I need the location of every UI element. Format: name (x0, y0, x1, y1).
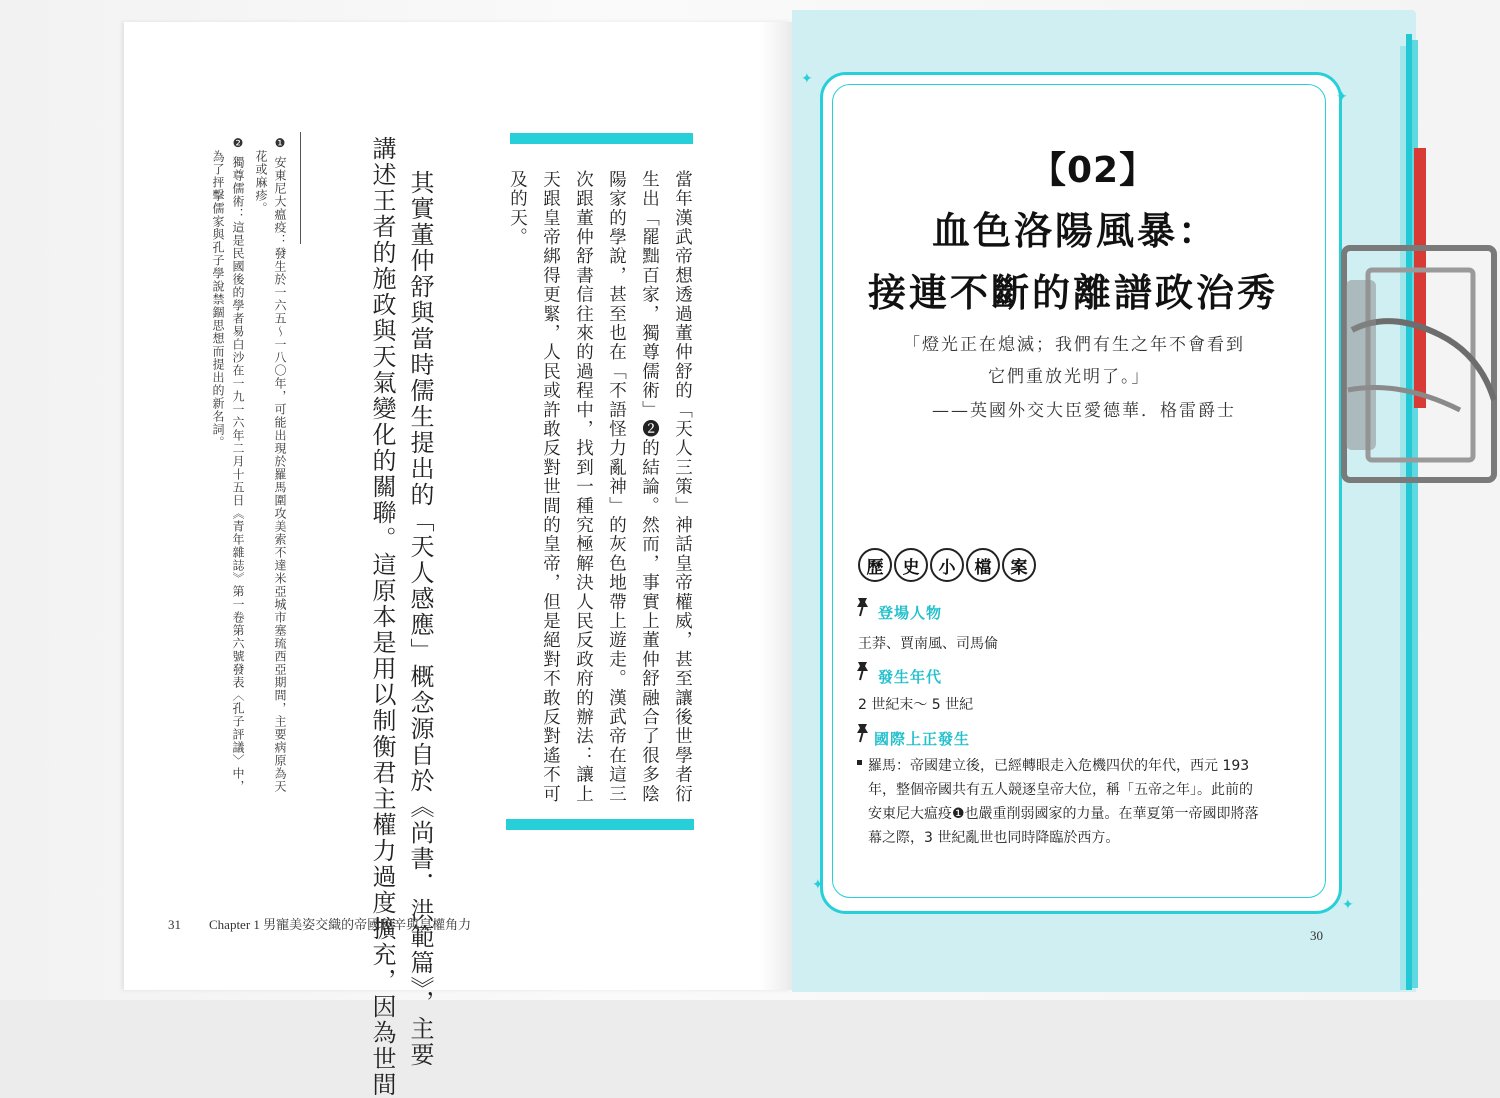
box-column-4: 次跟董仲舒書信往來的過程中，找到一種究極解決人民反政府的辦法：讓上 (573, 170, 594, 804)
section-heading-characters: 登場人物 (878, 604, 943, 622)
footnote-2-line-2: 為了抨擊儒家與孔子學說禁錮思想而提出的新名詞。 (211, 150, 225, 449)
history-label-char: 檔 (966, 548, 1000, 582)
section-heading-world: 國際上正發生 (874, 730, 971, 748)
pushpin-icon (852, 596, 874, 618)
epigraph-line-2: 它們重放光明了。」 (988, 367, 1151, 387)
box-top-bar (510, 133, 693, 144)
world-paragraph-line: 幕之際，3 世紀亂世也同時降臨於西方。 (868, 830, 1120, 846)
binder-clip-icon (1330, 240, 1500, 490)
pushpin-icon (852, 660, 874, 682)
section-text-characters: 王莽、賈南風、司馬倫 (858, 636, 998, 652)
box-bottom-bar (506, 819, 694, 830)
world-paragraph-line: 羅馬：帝國建立後，已經轉眼走入危機四伏的年代，西元 193 (868, 758, 1250, 774)
box-column-5: 天跟皇帝綁得更緊，人民或許敢反對世間的皇帝，但是絕對不敢反對遙不可 (540, 170, 561, 804)
box-column-1: 當年漢武帝想透過董仲舒的「天人三策」神話皇帝權威，甚至讓後世學者衍 (672, 170, 693, 804)
section-text-era: 2 世紀末～ 5 世紀 (858, 697, 974, 713)
footnote-1-line-2: 花或麻疹。 (254, 150, 268, 215)
chapter-title-line-2: 接連不斷的離譜政治秀 (868, 270, 1279, 315)
pushpin-icon (852, 722, 874, 744)
world-paragraph-line: 安東尼大瘟疫❶也嚴重削弱國家的力量。在華夏第一帝國即將落 (868, 806, 1259, 822)
right-page-number: 30 (1310, 928, 1323, 943)
left-page-number: 31 (168, 917, 181, 932)
bullet (857, 760, 862, 765)
history-file-label (858, 548, 1036, 582)
box-column-3: 陽家的學說，甚至也在「不語怪力亂神」的灰色地帶上遊走。漢武帝在這三 (606, 170, 627, 804)
box-column-2: 生出「罷黜百家，獨尊儒術」❷的結論。然而，事實上董仲舒融合了很多陰 (639, 170, 660, 804)
star-ornament-icon: ✦ (801, 71, 813, 87)
body-column-2: 講述王者的施政與天氣變化的關聯。這原本是用以制衡君主權力過度擴充，因為世間 (368, 136, 396, 1098)
chapter-number: 【02】 (1030, 150, 1157, 191)
history-label-char: 史 (894, 548, 928, 582)
box-column-6: 及的天。 (507, 170, 528, 247)
footnote-1-line-1: ❶ 安東尼大瘟疫：發生於一六五～一八〇年，可能出現於羅馬圍攻美索不達米亞城市塞琉西亞期間，主要病原為天 (273, 136, 287, 793)
epigraph-line-1: 「燈光正在熄滅；我們有生之年不會看到 (903, 335, 1245, 355)
left-footer (168, 914, 499, 933)
epigraph-attribution: ——英國外交大臣愛德華．格雷爵士 (932, 401, 1236, 421)
star-ornament-icon: ✦ (1342, 897, 1354, 913)
star-ornament-icon: ✦ (812, 877, 824, 893)
section-heading-era: 發生年代 (878, 668, 943, 686)
star-ornament-icon: ✦ (1336, 89, 1348, 105)
body-column-1: 其實董仲舒與當時儒生提出的「天人感應」概念源自於《尚書．洪範篇》，主要 (406, 170, 434, 1068)
history-label-char: 案 (1002, 548, 1036, 582)
footnote-rule (300, 132, 301, 244)
history-label-char: 小 (930, 548, 964, 582)
footnote-2-line-1: ❷ 獨尊儒術：這是民國後的學者易白沙在一九一六年二月十五日《青年雜誌》第一卷第六號發表〈孔子評議〉中， (231, 136, 245, 793)
running-header: Chapter 1 男寵美姿交織的帝國秘辛與皇權角力 (209, 917, 472, 932)
chapter-title-line-1: 血色洛陽風暴： (932, 208, 1220, 253)
history-label-char: 歷 (858, 548, 892, 582)
world-paragraph-line: 年，整個帝國共有五人競逐皇帝大位，稱「五帝之年」。此前的 (868, 782, 1253, 798)
